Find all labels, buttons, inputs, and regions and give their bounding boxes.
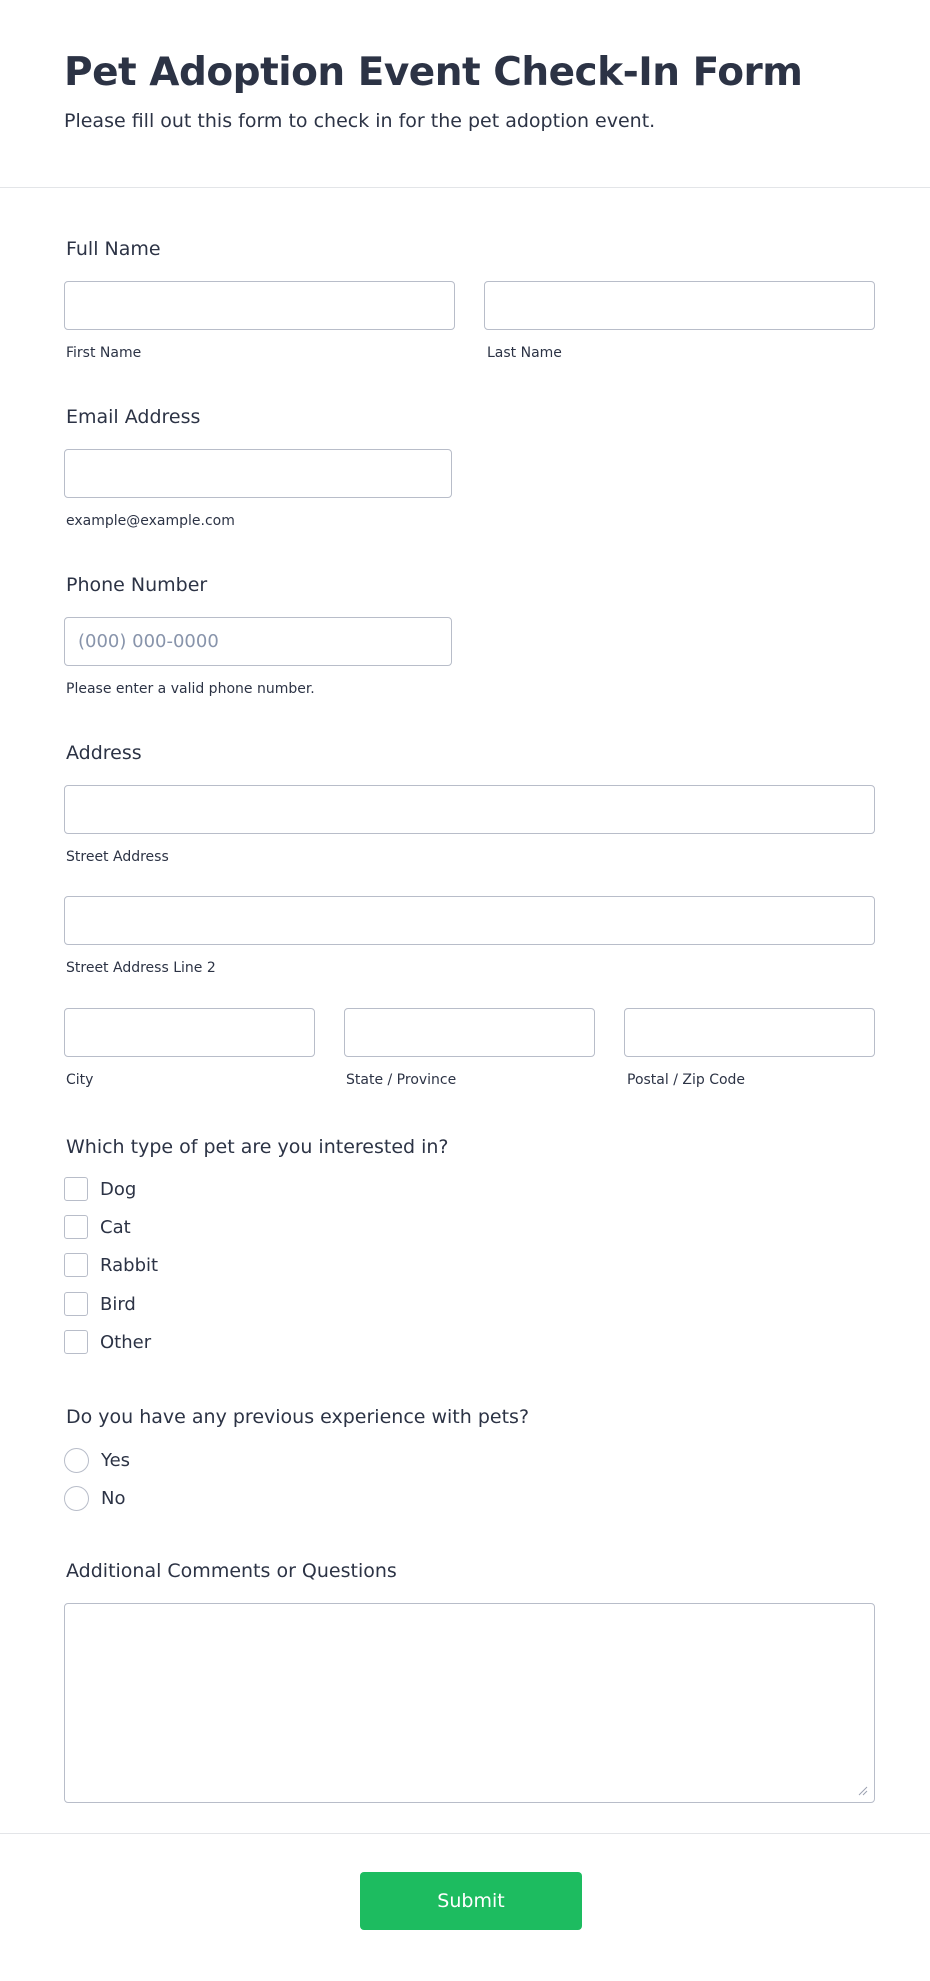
- checkbox[interactable]: [64, 1330, 88, 1354]
- checkbox-option-other[interactable]: [64, 1329, 151, 1355]
- radio-option-no[interactable]: [64, 1485, 125, 1511]
- checkbox-label: Dog: [100, 1178, 137, 1200]
- submit-button[interactable]: Submit: [360, 1872, 582, 1930]
- street-address-sublabel: Street Address: [66, 849, 169, 865]
- email-input[interactable]: [64, 449, 452, 498]
- radio-option-yes[interactable]: [64, 1447, 130, 1473]
- checkbox[interactable]: [64, 1292, 88, 1316]
- checkbox-label: Bird: [100, 1293, 136, 1315]
- email-sublabel: example@example.com: [66, 513, 235, 529]
- radio-button[interactable]: [64, 1448, 89, 1473]
- full-name-label: Full Name: [66, 238, 161, 260]
- checkbox[interactable]: [64, 1215, 88, 1239]
- phone-sublabel: Please enter a valid phone number.: [66, 681, 315, 697]
- postal-code-input[interactable]: [624, 1008, 875, 1057]
- first-name-input[interactable]: [64, 281, 455, 330]
- pet-type-question: Which type of pet are you interested in?: [66, 1136, 449, 1158]
- last-name-sublabel: Last Name: [487, 345, 562, 361]
- form-subtitle: Please fill out this form to check in for the pet adoption event.: [64, 110, 656, 132]
- checkbox-option-rabbit[interactable]: [64, 1252, 158, 1278]
- checkbox-option-cat[interactable]: [64, 1214, 131, 1240]
- state-input[interactable]: [344, 1008, 595, 1057]
- phone-input[interactable]: [64, 617, 452, 666]
- city-sublabel: City: [66, 1072, 94, 1088]
- street-address-input[interactable]: [64, 785, 875, 834]
- phone-label: Phone Number: [66, 574, 208, 596]
- checkbox-option-bird[interactable]: [64, 1291, 136, 1317]
- first-name-sublabel: First Name: [66, 345, 142, 361]
- resize-handle-icon[interactable]: [858, 1786, 868, 1796]
- form-header: [0, 0, 930, 188]
- checkbox-label: Rabbit: [100, 1254, 159, 1276]
- street-address-line2-input[interactable]: [64, 896, 875, 945]
- street-address-line2-sublabel: Street Address Line 2: [66, 960, 216, 976]
- radio-button[interactable]: [64, 1486, 89, 1511]
- checkbox[interactable]: [64, 1177, 88, 1201]
- checkbox-label: Other: [100, 1331, 152, 1353]
- address-label: Address: [66, 742, 142, 764]
- email-label: Email Address: [66, 406, 201, 428]
- comments-label: Additional Comments or Questions: [66, 1560, 397, 1582]
- checkbox-option-dog[interactable]: [64, 1176, 136, 1202]
- checkbox[interactable]: [64, 1253, 88, 1277]
- experience-question: Do you have any previous experience with pets?: [66, 1406, 530, 1428]
- form-title: Pet Adoption Event Check-In Form: [64, 50, 803, 95]
- postal-code-sublabel: Postal / Zip Code: [627, 1072, 746, 1088]
- checkbox-label: Cat: [100, 1216, 131, 1238]
- comments-textarea[interactable]: [64, 1603, 875, 1803]
- city-input[interactable]: [64, 1008, 315, 1057]
- state-sublabel: State / Province: [346, 1072, 457, 1088]
- radio-label: No: [101, 1487, 126, 1509]
- last-name-input[interactable]: [484, 281, 875, 330]
- radio-label: Yes: [101, 1449, 131, 1471]
